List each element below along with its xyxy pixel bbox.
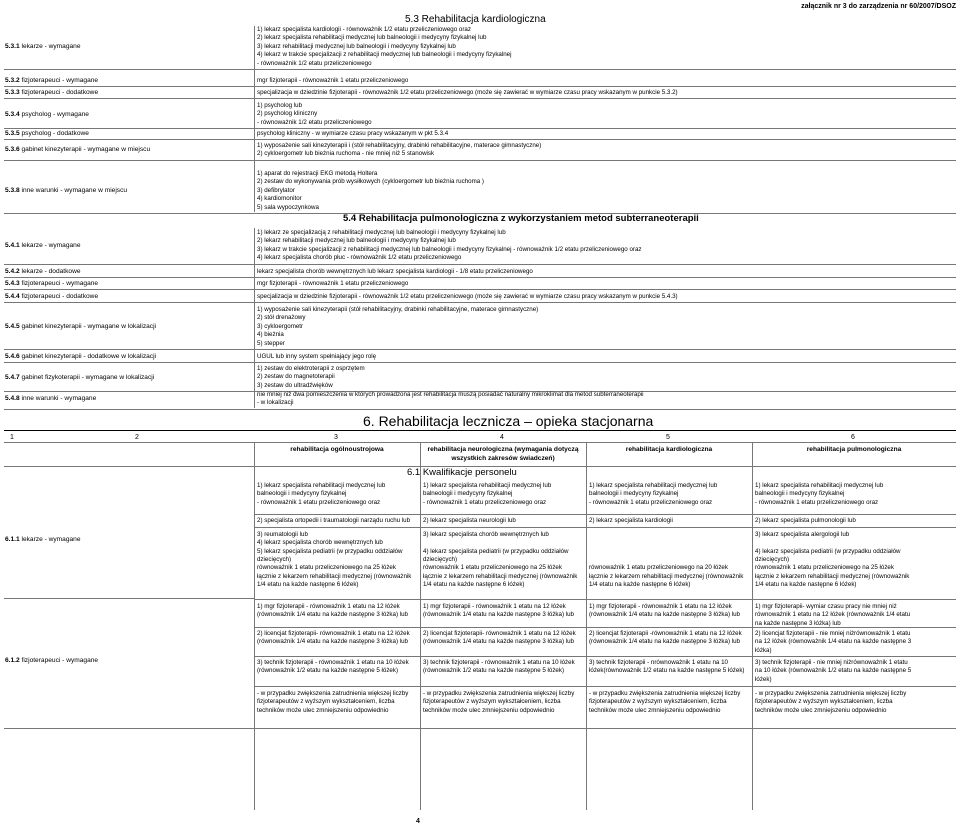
table-cell: równoważnik 1 etatu przeliczeniowego na 20 łóżek łącznie z lekarzem rehabilitacji medycznej (równoważnik 1/4 etatu na każde następne 6 łóżek) (589, 564, 744, 589)
requirement-line: mgr fizjoterapii - równoważnik 1 etatu przeliczeniowego (257, 280, 409, 287)
table-cell: 2) lekarz specjalista pulmonologii lub (755, 517, 856, 524)
section-title-5-4: 5.4 Rehabilitacja pulmonologiczna z wykorzystaniem metod subterraneoterapii (343, 213, 699, 224)
row-label-text: gabinet fizykoterapii - wymagane w lokalizacji (19, 373, 155, 381)
row-label-text: gabinet kinezyterapii - wymagane w miejscu (19, 146, 151, 154)
table-cell: 1) mgr fizjoterapii - równoważnik 1 etatu na 12 łóżek (równoważnik 1/4 etatu na każde następne 3 łóżka) lub (257, 603, 408, 619)
requirement-line: specjalizacja w dziedzinie fizjoterapii - równoważnik 1/2 etatu przeliczeniowego (może się zawierać w wymiarze czasu pracy wskazanym w punkcie 5.3.2) (257, 89, 678, 96)
table-cell: 2) licencjat fizjoterapii - nie mniej niżrównoważnik 1 etatu na 12 łóżek (równoważnik 1/4 etatu na każde następne 3 łóżka) (755, 630, 912, 654)
row-divider (254, 656, 956, 657)
column-divider (254, 26, 255, 212)
requirement-line: UGUL lub inny system spełniający jego rolę (257, 353, 377, 360)
row-divider (4, 69, 956, 70)
row-divider (4, 264, 956, 265)
table-cell: 1) mgr fizjoterapii- wymiar czasu pracy nie mniej niż równoważnik 1 etatu na 12 łóżek (równoważnik 1/4 etatu na każde następne 3 łóżka) lub (755, 603, 911, 627)
table-cell: 1) lekarz specjalista rehabilitacji medycznej lub balneologii i medycyny fizykalnej - równoważnik 1 etatu przeliczeniowego oraz (423, 482, 552, 506)
requirement-line: 1) aparat do rejestracji EKG metodą Holtera (257, 170, 378, 177)
row-divider (4, 128, 956, 129)
requirement-line: 1) psycholog lub (257, 102, 303, 109)
requirement-line: mgr fizjoterapii - równoważnik 1 etatu przeliczeniowego (257, 77, 409, 84)
table-cell: 2) lekarz specjalista neurologii lub (423, 517, 516, 524)
table-cell: 3) lekarz specjalista alergologii lub 4) lekarz specjalista pediatrii (w przypadku oddziałów dziecięcych) równoważnik 1 etatu przeliczeniowego na 25 łóżek łącznie z lekarzem rehabilitacji medycznej (równoważnik 1/4 etatu na każde następne 6 łóżek) (755, 531, 910, 589)
row-number: 5.4.5 (5, 323, 20, 330)
row-divider (254, 686, 956, 687)
row-label-text: fizjoterapeuci - wymagane (19, 77, 99, 85)
row-divider (254, 514, 956, 515)
row-number: 6.1.1 (5, 536, 20, 543)
requirement-line: 1) lekarz specjalista kardiologii - równoważnik 1/2 etatu przeliczeniowego oraz (257, 26, 471, 33)
row-label (5, 395, 96, 404)
row-label-text: lekarze - wymagane (19, 43, 81, 50)
requirement-line: - równoważnik 1/2 etatu przeliczeniowego (257, 118, 372, 126)
table-cell: 2) lekarz specjalista kardiologii (589, 517, 673, 524)
row-label-text: fizjoterapeuci - dodatkowe (19, 293, 99, 301)
row-divider (4, 98, 956, 99)
requirement-line: 3) lekarz w trakcie specjalizacji z rehabilitacji medycznej lub balneologii i medycyny fizykalnej - równoważnik 1/2 etatu przeliczeniowego oraz (257, 245, 642, 253)
row-number: 5.4.6 (5, 353, 20, 361)
requirement-line: 4) kardiomonitor (257, 195, 302, 203)
table-cell: 2) licencjat fizjoterapii- równoważnik 1 etatu na 12 łóżek (równoważnik 1/4 etatu na każde następne 3 łóżka) lub (423, 630, 576, 646)
row-divider (4, 362, 956, 363)
row-label-text: lekarze - wymagane (19, 241, 81, 249)
column-header: rehabilitacja kardiologiczna (625, 446, 713, 453)
row-divider (4, 302, 956, 303)
row-number: 5.4.8 (5, 395, 20, 403)
column-number: 2 (135, 434, 139, 441)
requirement-line: 1) lekarz ze specjalizacją z rehabilitacji medycznej lub balneologii i medycyny fizykalnej lub (257, 229, 506, 236)
requirement-line: 1) wyposażenie sali kinezyterapii (stół rehabilitacyjny, drabinki rehabilitacyjne, materace gimnastyczne) (257, 306, 539, 313)
row-label-text: fizjoterapeuci - wymagane (19, 280, 99, 288)
requirement-line: 2) zestaw do wykonywania prób wysiłkowych (cykloergometr lub bieżnia ruchoma ) (257, 178, 484, 186)
row-number: 5.4.3 (5, 280, 20, 288)
row-label-text: inne warunki - wymagane w miejscu (19, 187, 128, 194)
requirement-line: 1) zestaw do elektroterapii z osprzętem (257, 365, 365, 372)
row-number: 5.3.5 (5, 130, 20, 138)
row-divider (254, 527, 956, 528)
table-cell: 1) mgr fizjoterapii - równoważnik 1 etatu na 12 łóżek (równoważnik 1/4 etatu na każde następne 3 łóżka) lub (423, 603, 574, 619)
requirement-line: 1) wyposażenie sali kinezyterapii i (stół rehabilitacyjny, drabinki rehabilitacyjne, materace gimnastyczne) (257, 142, 542, 149)
table-cell: - w przypadku zwiększenia zatrudnienia większej liczby fizjoterapeutów z wyższym wykształceniem, liczba techników może ulec zmniejszeniu odpowiednio (257, 690, 409, 714)
requirement-line: 4) lekarz w trakcie specjalizacji z rehabilitacji medycznej lub balneologii i medycyny fizykalnej (257, 51, 512, 59)
table-cell: - w przypadku zwiększenia zatrudnienia większej liczby fizjoterapeutów z wyższym wykształceniem, liczba techników może ulec zmniejszeniu odpowiednio (755, 690, 907, 714)
requirement-line: 3) lekarz rehabilitacji medycznej lub balneologii i medycyny fizykalnej lub (257, 42, 456, 50)
requirement-line: 3) cykloergometr (257, 322, 304, 330)
column-number: 4 (500, 434, 504, 441)
table-cell: 1) mgr fizjoterapii - równoważnik 1 etatu na 12 łóżek (równoważnik 1/4 etatu na każde następne 3 łóżka) lub (589, 603, 740, 619)
requirement-line: nie mniej niż dwa pomieszczenia w których prowadzona jest rehabilitacja muszą posiadać naturalny mikroklimat dla metod subterraneoterapii (257, 391, 644, 398)
row-label-text: fizjoterapeuci - wymagane (19, 657, 99, 664)
row-label (5, 146, 150, 155)
column-divider (586, 442, 587, 810)
row-label (5, 89, 98, 98)
row-divider (4, 86, 956, 87)
row-label (5, 323, 156, 332)
row-label (5, 130, 89, 139)
table-top-border (4, 430, 956, 431)
section-title-6-1: 6.1 Kwalifikacje personelu (407, 467, 517, 478)
table-cell: 3) technik fizjoterapii - równoważnik 1 etatu na 10 łóżek (równoważnik 1/2 etatu na każde następne 5 łóżek) (257, 659, 409, 675)
page-number: 4 (416, 818, 420, 825)
section-title-5-3: 5.3 Rehabilitacja kardiologiczna (405, 14, 546, 25)
requirement-line: 2) lekarz specjalista rehabilitacji medycznej lub balneologii i medycyny fizykalnej lub (257, 34, 487, 42)
requirement-line: 2) cykloergometr lub bieżnia ruchoma - nie mniej niż 5 stanowisk (257, 150, 435, 158)
row-label (5, 657, 98, 666)
row-label-text: psycholog - wymagane (19, 110, 89, 118)
row-label (5, 293, 98, 302)
requirement-line: psycholog kliniczny - w wymiarze czasu pracy wskazanym w pkt 5.3.4 (257, 130, 449, 137)
row-label-text: fizjoterapeuci - dodatkowe (19, 89, 99, 97)
row-number: 5.4.7 (5, 373, 20, 381)
column-divider (254, 228, 255, 408)
requirement-line: - równoważnik 1/2 etatu przeliczeniowego (257, 59, 372, 67)
table-cell: - w przypadku zwiększenia zatrudnienia większej liczby fizjoterapeutów z wyższym wykształceniem, liczba techników może ulec zmniejszeniu odpowiednio (589, 690, 741, 714)
table-cell: 2) specjalista ortopedii i traumatologii narządu ruchu lub (257, 517, 411, 524)
column-divider (420, 442, 421, 810)
row-number: 6.1.2 (5, 657, 20, 664)
row-number: 5.3.2 (5, 77, 20, 85)
column-divider (254, 442, 255, 810)
table-cell: 3) technik fizjoterapii - nie mniej niżrównoważnik 1 etatu na 10 łóżek (równoważnik 1/2 etatu na każde następne 5 łóżek) (755, 659, 912, 683)
attachment-note: załącznik nr 3 do zarządzenia nr 60/2007/DSOZ (801, 3, 956, 10)
table-cell: 1) lekarz specjalista rehabilitacji medycznej lub balneologii i medycyny fizykalnej - równoważnik 1 etatu przeliczeniowego oraz (755, 482, 884, 506)
row-label (5, 353, 156, 362)
row-divider (4, 160, 956, 161)
table-cell: 3) lekarz specjalista chorób wewnętrznych lub 4) lekarz specjalista pediatrii (w przypadku oddziałów dziecięcych) równoważnik 1 etatu przeliczeniowego na 25 łóżek łącznie z lekarzem rehabilitacji medycznej (równoważnik 1/4 etatu na każde następne 6 łóżek) (423, 531, 578, 589)
column-divider (752, 442, 753, 810)
row-divider (254, 599, 956, 600)
requirement-line: 5) sala wypoczynkowa (257, 203, 319, 211)
requirement-line: 2) zestaw do magnetoterapii (257, 373, 335, 381)
requirement-line: 4) lekarz specjalista chorób płuc - równoważnik 1/2 etatu przeliczeniowego (257, 254, 462, 262)
row-divider (4, 277, 956, 278)
row-number: 5.3.4 (5, 110, 20, 118)
column-number: 1 (10, 434, 14, 441)
table-cell: 1) lekarz specjalista rehabilitacji medycznej lub balneologii i medycyny fizykalnej - równoważnik 1 etatu przeliczeniowego oraz (257, 482, 386, 506)
column-number: 6 (851, 434, 855, 441)
requirement-line: 5) stepper (257, 339, 285, 347)
row-label (5, 374, 154, 383)
row-label (5, 268, 81, 277)
column-header: rehabilitacja ogólnoustrojowa (290, 446, 384, 453)
table-cell: 2) licencjat fizjoterapii- równoważnik 1 etatu na 12 łóżek (równoważnik 1/4 etatu na każde następne 3 łóżka) lub (257, 630, 410, 646)
row-label-text: gabinet kinezyterapii - dodatkowe w lokalizacji (19, 353, 157, 361)
requirement-line: 3) zestaw do ultradźwięków (257, 381, 333, 389)
requirement-line: specjalizacja w dziedzinie fizjoterapii - równoważnik 1/2 etatu przeliczeniowego (może się zawierać w wymiarze czasu pracy wskazanym w punkcie 5.4.3) (257, 293, 678, 300)
column-number: 3 (334, 434, 338, 441)
row-divider (254, 627, 956, 628)
requirement-line: lekarz specjalista chorób wewnętrznych lub lekarz specjalista kardiologii - 1/8 etatu przeliczeniowego (257, 268, 533, 275)
table-cell: 3) technik fizjoterapii - nrównoważnik 1 etatu na 10 łóżek(równoważnik 1/2 etatu na każde następne 5 łóżek) (589, 659, 745, 675)
row-divider (4, 409, 956, 410)
row-number: 5.4.2 (5, 268, 20, 276)
table-cell: 2) licencjat fizjoterapii -równoważnik 1 etatu na 12 łóżek (równoważnik 1/4 etatu na każde następne 3 łóżka) lub (589, 630, 742, 646)
row-label-text: lekarze - dodatkowe (19, 268, 81, 276)
requirement-line: 2) lekarz rehabilitacji medycznej lub balneologii i medycyny fizykalnej lub (257, 237, 456, 245)
row-label-text: inne warunki - wymagane (19, 395, 97, 403)
column-header: rehabilitacja neurologiczna (wymagania dotyczą wszystkich zakresów świadczeń) (427, 446, 579, 462)
row-number: 5.3.1 (5, 43, 20, 50)
row-label (5, 242, 81, 251)
column-number: 5 (666, 434, 670, 441)
table-cell: 3) reumatologii lub 4) lekarz specjalista chorób wewnętrznych lub 5) lekarz specjalista pediatrii (w przypadku oddziałów dziecięcych) równoważnik 1 etatu przeliczeniowego na 25 łóżek łącznie z lekarzem rehabilitacji medycznej (równoważnik 1/4 etatu na każde następne 6 łóżek) (257, 531, 412, 589)
requirement-line: - w lokalizacji (257, 399, 294, 407)
requirement-line: 2) stół drenażowy (257, 314, 306, 322)
table-cell: - w przypadku zwiększenia zatrudnienia większej liczby fizjoterapeutów z wyższym wykształceniem, liczba techników może ulec zmniejszeniu odpowiednio (423, 690, 575, 714)
row-label-text: gabinet kinezyterapii - wymagane w lokalizacji (19, 323, 157, 330)
row-number: 5.3.3 (5, 89, 20, 97)
row-label (5, 77, 98, 86)
row-number: 5.3.8 (5, 187, 20, 194)
requirement-line: 4) bieżnia (257, 331, 284, 339)
row-label (5, 43, 81, 52)
row-number: 5.3.6 (5, 146, 20, 154)
column-header: rehabilitacja pulmonologiczna (806, 446, 902, 453)
requirement-line: 2) psycholog kliniczny (257, 110, 318, 118)
row-label (5, 280, 98, 289)
table-rule (4, 442, 956, 443)
row-divider (4, 728, 254, 729)
row-divider (254, 728, 956, 729)
table-cell: 3) technik fizjoterapii - równoważnik 1 etatu na 10 łóżek (równoważnik 1/2 etatu na każde następne 5 łóżek) (423, 659, 575, 675)
row-label-text: lekarze - wymagane (19, 536, 81, 543)
row-label (5, 111, 89, 120)
row-divider (4, 139, 956, 140)
row-label (5, 187, 127, 196)
row-number: 5.4.4 (5, 293, 20, 301)
section-title-6: 6. Rehabilitacja lecznicza – opieka stacjonarna (363, 413, 654, 429)
row-label (5, 536, 81, 545)
row-divider (4, 598, 254, 599)
row-divider (4, 349, 956, 350)
requirement-line: 3) defibrylator (257, 186, 295, 194)
row-number: 5.4.1 (5, 241, 20, 249)
row-label-text: psycholog - dodatkowe (19, 130, 89, 138)
row-divider (4, 289, 956, 290)
table-cell: 1) lekarz specjalista rehabilitacji medycznej lub balneologii i medycyny fizykalnej - równoważnik 1 etatu przeliczeniowego oraz (589, 482, 718, 506)
